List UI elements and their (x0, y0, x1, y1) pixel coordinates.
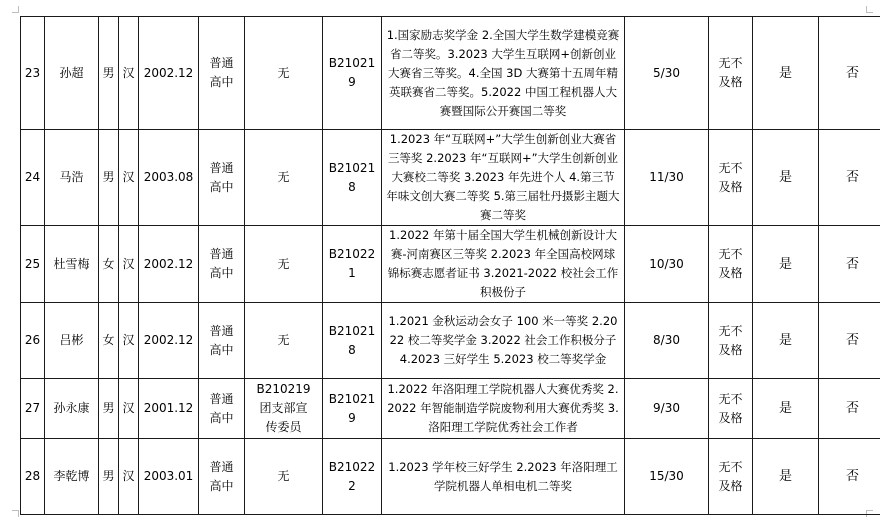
rank-cell: 8/30 (625, 303, 709, 379)
ethnicity-cell: 汉 (119, 226, 139, 303)
table-row (21, 439, 880, 515)
failing-cell-line: 及格 (718, 179, 743, 194)
failing-cell-line: 及格 (718, 266, 743, 280)
awards-cell: 1.2023 年“互联网+”大学生创新创业大赛省三等奖 2.2023 年“互联网+”大学生创新创业大赛校二等奖 3.2023 年先进个人 4.第三节年味文创大赛二等奖 5.第三届牡丹摄影主题大赛二等奖 (382, 130, 625, 226)
education-cell-line: 高中 (209, 75, 234, 89)
education-cell-line: 高中 (209, 478, 234, 493)
rank-cell: 9/30 (625, 379, 709, 439)
flag-b-cell: 否 (819, 130, 880, 226)
table-row (21, 17, 880, 130)
flag-b-cell: 否 (819, 379, 880, 439)
page-corner-mark (866, 6, 873, 13)
flag-a-cell: 是 (753, 226, 819, 303)
failing-cell (709, 379, 753, 439)
education-cell (199, 379, 245, 439)
birth-date-cell: 2002.12 (139, 17, 199, 130)
position-cell (245, 439, 323, 515)
failing-cell-line: 无不 (718, 247, 743, 261)
flag-b-cell: 否 (819, 303, 880, 379)
class-cell: B210222 (323, 439, 382, 515)
position-cell-line: 无 (277, 333, 290, 347)
gender-cell: 女 (99, 226, 119, 303)
education-cell-line: 普通 (209, 56, 234, 70)
flag-b-cell: 否 (819, 226, 880, 303)
row-number-cell: 23 (21, 17, 45, 130)
rank-cell: 11/30 (625, 130, 709, 226)
education-cell-line: 普通 (209, 459, 234, 474)
failing-cell-line: 无不 (718, 323, 743, 338)
rank-cell: 5/30 (625, 17, 709, 130)
position-cell (245, 379, 323, 439)
education-cell-line: 高中 (209, 266, 234, 280)
failing-cell-line: 及格 (718, 342, 743, 357)
gender-cell: 男 (99, 439, 119, 515)
birth-date-cell: 2001.12 (139, 379, 199, 439)
education-cell (199, 303, 245, 379)
education-cell-line: 普通 (209, 247, 234, 261)
education-cell (199, 130, 245, 226)
rank-cell: 15/30 (625, 439, 709, 515)
name-cell: 孙超 (45, 17, 99, 130)
name-cell: 李乾博 (45, 439, 99, 515)
awards-cell: 1.国家励志奖学金 2.全国大学生数学建模竞赛省二等奖。3.2023 大学生互联网+创新创业大赛省三等奖。4.全国 3D 大赛第十五周年精英联赛省二等奖。5.2022 中国工程机器人大赛暨国际公开赛国二等奖 (382, 17, 625, 130)
failing-cell-line: 无不 (718, 56, 743, 70)
position-cell-line: 无 (277, 65, 290, 80)
education-cell (199, 439, 245, 515)
awards-cell: 1.2023 学年校三好学生 2.2023 年洛阳理工学院机器人单相电机二等奖 (382, 439, 625, 515)
education-cell (199, 17, 245, 130)
class-cell: B210218 (323, 303, 382, 379)
class-cell: B210219 (323, 379, 382, 439)
failing-cell (709, 303, 753, 379)
flag-a-cell: 是 (753, 130, 819, 226)
flag-a-cell: 是 (753, 17, 819, 130)
class-cell: B210219 (323, 17, 382, 130)
failing-cell-line: 无不 (718, 160, 743, 175)
position-cell (245, 226, 323, 303)
name-cell: 马浩 (45, 130, 99, 226)
failing-cell (709, 17, 753, 130)
row-number-cell: 28 (21, 439, 45, 515)
failing-cell (709, 439, 753, 515)
class-cell: B210218 (323, 130, 382, 226)
position-cell (245, 17, 323, 130)
awards-cell: 1.2022 年第十届全国大学生机械创新设计大赛-河南赛区三等奖 2.2023 年全国高校网球锦标赛志愿者证书 3.2021-2022 校社会工作积极份子 (382, 226, 625, 303)
name-cell: 孙永康 (45, 379, 99, 439)
ethnicity-cell: 汉 (119, 303, 139, 379)
education-cell (199, 226, 245, 303)
class-cell: B210221 (323, 226, 382, 303)
gender-cell: 男 (99, 379, 119, 439)
gender-cell: 女 (99, 303, 119, 379)
roster-body (21, 17, 880, 515)
flag-b-cell: 否 (819, 439, 880, 515)
education-cell-line: 普通 (209, 391, 234, 406)
row-number-cell: 25 (21, 226, 45, 303)
education-cell-line: 高中 (209, 179, 234, 194)
flag-b-cell: 否 (819, 17, 880, 130)
page-corner-mark (12, 510, 19, 517)
failing-cell (709, 130, 753, 226)
education-cell-line: 普通 (209, 323, 234, 338)
ethnicity-cell: 汉 (119, 17, 139, 130)
flag-a-cell: 是 (753, 379, 819, 439)
table-row (21, 379, 880, 439)
ethnicity-cell: 汉 (119, 379, 139, 439)
education-cell-line: 高中 (209, 342, 234, 357)
education-cell-line: 高中 (209, 410, 234, 425)
failing-cell-line: 及格 (718, 75, 743, 89)
flag-a-cell: 是 (753, 439, 819, 515)
failing-cell-line: 无不 (718, 391, 743, 406)
table-row (21, 226, 880, 303)
gender-cell: 男 (99, 17, 119, 130)
position-cell (245, 130, 323, 226)
position-cell-line: 无 (277, 256, 290, 271)
birth-date-cell: 2003.01 (139, 439, 199, 515)
awards-cell: 1.2022 年洛阳理工学院机器人大赛优秀奖 2.2022 年智能制造学院废物利用大赛优秀奖 3.洛阳理工学院优秀社会工作者 (382, 379, 625, 439)
position-cell (245, 303, 323, 379)
row-number-cell: 27 (21, 379, 45, 439)
name-cell: 吕彬 (45, 303, 99, 379)
table-row (21, 303, 880, 379)
position-cell-line: 无 (277, 469, 290, 483)
position-cell-line: B210219 (256, 382, 311, 396)
name-cell: 杜雪梅 (45, 226, 99, 303)
page-corner-mark (12, 6, 19, 13)
flag-a-cell: 是 (753, 303, 819, 379)
position-cell-line: 传委员 (265, 420, 302, 434)
row-number-cell: 26 (21, 303, 45, 379)
position-cell-line: 团支部宣 (259, 401, 308, 415)
ethnicity-cell: 汉 (119, 130, 139, 226)
birth-date-cell: 2003.08 (139, 130, 199, 226)
awards-cell: 1.2021 金秋运动会女子 100 米一等奖 2.2022 校二等奖学金 3.2022 社会工作积极分子 4.2023 三好学生 5.2023 校二等奖学金 (382, 303, 625, 379)
birth-date-cell: 2002.12 (139, 303, 199, 379)
student-roster-table (20, 16, 880, 515)
failing-cell-line: 无不 (718, 459, 743, 474)
rank-cell: 10/30 (625, 226, 709, 303)
education-cell-line: 普通 (209, 160, 234, 175)
table-row (21, 130, 880, 226)
position-cell-line: 无 (277, 170, 290, 184)
failing-cell (709, 226, 753, 303)
failing-cell-line: 及格 (718, 410, 743, 425)
ethnicity-cell: 汉 (119, 439, 139, 515)
birth-date-cell: 2002.12 (139, 226, 199, 303)
row-number-cell: 24 (21, 130, 45, 226)
gender-cell: 男 (99, 130, 119, 226)
failing-cell-line: 及格 (718, 478, 743, 493)
